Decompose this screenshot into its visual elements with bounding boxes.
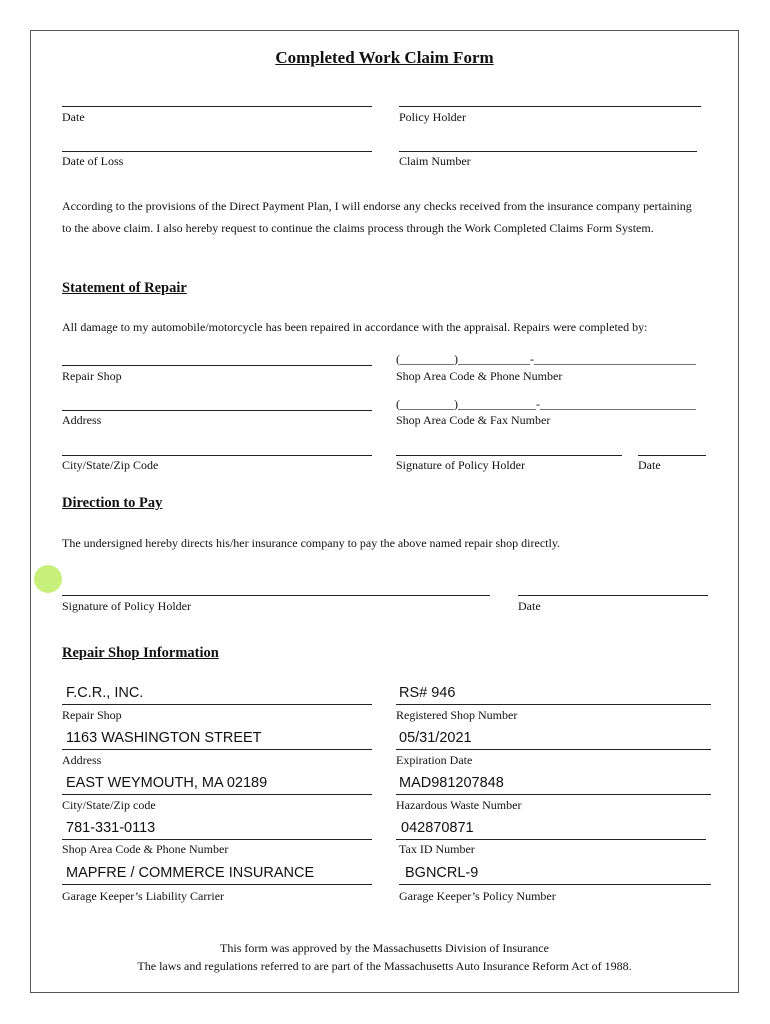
- repair-shop-value[interactable]: F.C.R., INC.: [66, 685, 144, 701]
- registered-line: [396, 704, 711, 705]
- address-line[interactable]: [62, 410, 372, 411]
- registered-value[interactable]: RS# 946: [399, 685, 456, 701]
- tax-line: [396, 839, 706, 840]
- sig-date-label: Date: [638, 458, 661, 472]
- city-value[interactable]: EAST WEYMOUTH, MA 02189: [66, 775, 268, 791]
- form-page: [30, 30, 739, 993]
- address-info-label: Address: [62, 753, 102, 767]
- policy-holder-label: Policy Holder: [399, 110, 466, 124]
- address-info-line: [62, 749, 372, 750]
- hazardous-line: [396, 794, 711, 795]
- repair-shop-info-heading: Repair Shop Information: [62, 645, 219, 661]
- signature-label: Signature of Policy Holder: [396, 458, 525, 472]
- fax-blank[interactable]: (_________)_____________-__________________________: [396, 397, 696, 411]
- liability-line: [62, 884, 372, 885]
- phone-info-line: [62, 839, 372, 840]
- city-info-line: [62, 794, 372, 795]
- intro-paragraph: According to the provisions of the Direct Payment Plan, I will endorse any checks received from the insurance company pertaining to the above claim. I also hereby request to continue the claims process through the Work Completed Claims Form System.: [62, 199, 692, 235]
- repair-shop-line[interactable]: [62, 365, 372, 366]
- pay-date-label: Date: [518, 599, 541, 613]
- hazardous-label: Hazardous Waste Number: [396, 798, 522, 812]
- form-title: Completed Work Claim Form: [275, 48, 494, 67]
- repair-shop-info-line: [62, 704, 372, 705]
- address-label: Address: [62, 413, 102, 427]
- highlight-dot: [34, 565, 62, 593]
- city-line[interactable]: [62, 455, 372, 456]
- phone-value[interactable]: 781-331-0113: [66, 820, 156, 836]
- liability-label: Garage Keeper’s Liability Carrier: [62, 889, 225, 903]
- address-value[interactable]: 1163 WASHINGTON STREET: [66, 730, 262, 746]
- phone-label: Shop Area Code & Phone Number: [396, 369, 563, 383]
- repair-shop-label: Repair Shop: [62, 369, 122, 383]
- tax-label: Tax ID Number: [399, 842, 475, 856]
- claim-number-label: Claim Number: [399, 154, 471, 168]
- phone-info-label: Shop Area Code & Phone Number: [62, 842, 229, 856]
- policy-line: [399, 884, 711, 885]
- city-info-label: City/State/Zip code: [62, 798, 156, 812]
- direction-to-pay-heading: Direction to Pay: [62, 495, 163, 511]
- expiration-label: Expiration Date: [396, 753, 473, 767]
- tax-value[interactable]: 042870871: [401, 820, 474, 836]
- date-of-loss-line[interactable]: [62, 151, 372, 152]
- statement-text: All damage to my automobile/motorcycle has been repaired in accordance with the appraisal. Repairs were completed by:: [62, 320, 648, 334]
- footer-line-1: This form was approved by the Massachusetts Division of Insurance: [220, 941, 549, 955]
- sig-date-line[interactable]: [638, 455, 706, 456]
- date-label: Date: [62, 110, 85, 124]
- claim-number-line[interactable]: [399, 151, 697, 152]
- liability-value[interactable]: MAPFRE / COMMERCE INSURANCE: [66, 865, 315, 881]
- pay-date-line[interactable]: [518, 595, 708, 596]
- date-of-loss-label: Date of Loss: [62, 154, 124, 168]
- pay-signature-line[interactable]: [62, 595, 490, 596]
- city-label: City/State/Zip Code: [62, 458, 159, 472]
- registered-label: Registered Shop Number: [396, 708, 518, 722]
- date-line[interactable]: [62, 106, 372, 107]
- phone-blank[interactable]: (_________)____________-___________________________: [396, 352, 696, 366]
- policy-holder-line[interactable]: [399, 106, 701, 107]
- policy-value[interactable]: BGNCRL-9: [405, 865, 479, 881]
- fax-label: Shop Area Code & Fax Number: [396, 413, 551, 427]
- hazardous-value[interactable]: MAD981207848: [399, 775, 504, 791]
- footer-line-2: The laws and regulations referred to are part of the Massachusetts Auto Insurance Reform Act of 1988.: [137, 959, 632, 973]
- signature-line[interactable]: [396, 455, 622, 456]
- expiration-value[interactable]: 05/31/2021: [399, 730, 472, 746]
- pay-signature-label: Signature of Policy Holder: [62, 599, 191, 613]
- repair-shop-info-label: Repair Shop: [62, 708, 122, 722]
- policy-label: Garage Keeper’s Policy Number: [399, 889, 556, 903]
- expiration-line: [396, 749, 711, 750]
- statement-of-repair-heading: Statement of Repair: [62, 280, 187, 296]
- direction-text: The undersigned hereby directs his/her insurance company to pay the above named repair shop directly.: [62, 536, 561, 550]
